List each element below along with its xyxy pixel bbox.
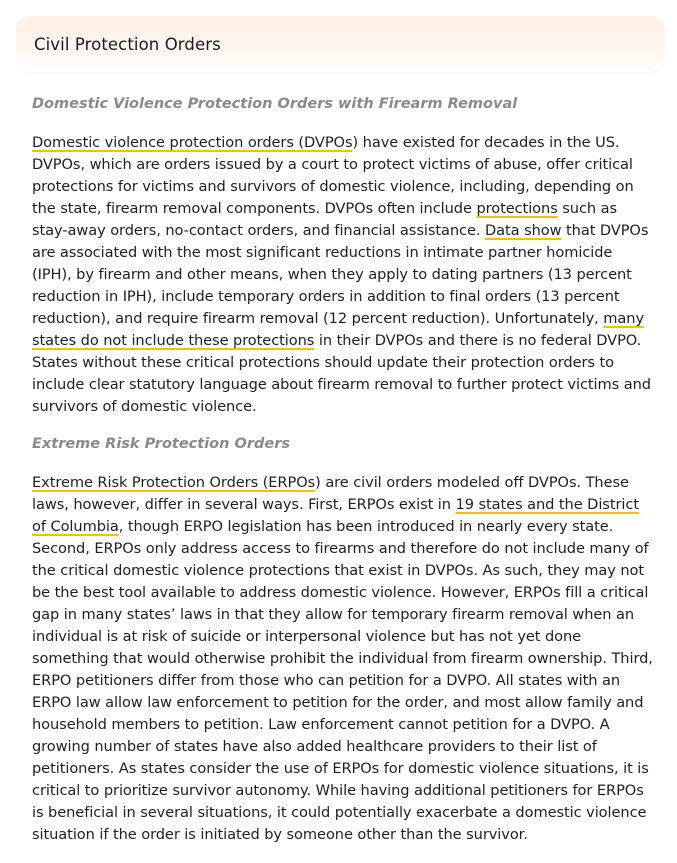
link-erpo[interactable]: Extreme Risk Protection Orders (ERPOs bbox=[32, 474, 316, 491]
page-title: Civil Protection Orders bbox=[34, 35, 221, 54]
link-19-states[interactable]: 19 states and the District of Columbia bbox=[32, 496, 639, 535]
link-protections[interactable]: protections bbox=[476, 200, 558, 217]
section-heading-dvpo: Domestic Violence Protection Orders with Firearm Removal bbox=[32, 96, 518, 112]
section-header bbox=[16, 16, 665, 72]
paragraph-dvpo bbox=[32, 132, 654, 418]
paragraph-text: ) have existed for decades in the US. DVPOs, which are orders issued by a court to protect victims of abuse, offer critical protections for victims and survivors of domestic violence, including, depending on the state, firearm removal components. DVPOs often include bbox=[32, 134, 634, 217]
paragraph-text: such as stay-away orders, no-contact orders, and financial assistance. bbox=[32, 200, 618, 239]
paragraph-text: , though ERPO legislation has been introduced in nearly every state. Second, ERPOs only address access to firearms and therefore do not include many of the critical domestic violence protections that exist in DVPOs. As such, they may not be the best tool available to address domestic violence. However, ERPOs fill a critical gap in many states’ laws in that they allow for temporary firearm removal when an individual is at risk of suicide or interpersonal violence but has not yet done something that would otherwise prohibit the individual from firearm ownership. Third, ERPO petitioners differ from those who can petition for a DVPO. All states with an ERPO law allow law enforcement to petition for the order, and most allow family and household members to petition. Law enforcement cannot petition for a DVPO. A growing number of states have also added healthcare providers to their list of petitioners. As states consider the use of ERPOs for domestic violence situations, it is critical to prioritize survivor autonomy. While having additional petitioners for ERPOs is beneficial in several situations, it could potentially exacerbate a domestic violence situation if the order is initiated by someone other than the survivor. bbox=[32, 518, 653, 843]
link-many-states[interactable]: many states do not include these protections bbox=[32, 310, 645, 349]
article-body bbox=[32, 93, 654, 846]
paragraph-text: that DVPOs are associated with the most significant reductions in intimate partner homicide (IPH), by firearm and other means, when they apply to dating partners (13 percent reduction in IPH), include temporary orders in addition to final orders (13 percent reduction), and require firearm removal (12 percent reduction). Unfortunately, bbox=[32, 222, 649, 327]
paragraph-text: in their DVPOs and there is no federal DVPO. States without these critical protections should update their protection orders to include clear statutory language about firearm removal to further protect victims and survivors of domestic violence. bbox=[32, 332, 651, 415]
link-data-show[interactable]: Data show bbox=[484, 222, 562, 239]
paragraph-erpo bbox=[32, 472, 654, 846]
link-dvpo[interactable]: Domestic violence protection orders (DVPOs bbox=[32, 134, 353, 151]
paragraph-text: ) are civil orders modeled off DVPOs. These laws, however, differ in several ways. First, ERPOs exist in bbox=[32, 474, 629, 513]
section-heading-erpo: Extreme Risk Protection Orders bbox=[32, 436, 290, 452]
